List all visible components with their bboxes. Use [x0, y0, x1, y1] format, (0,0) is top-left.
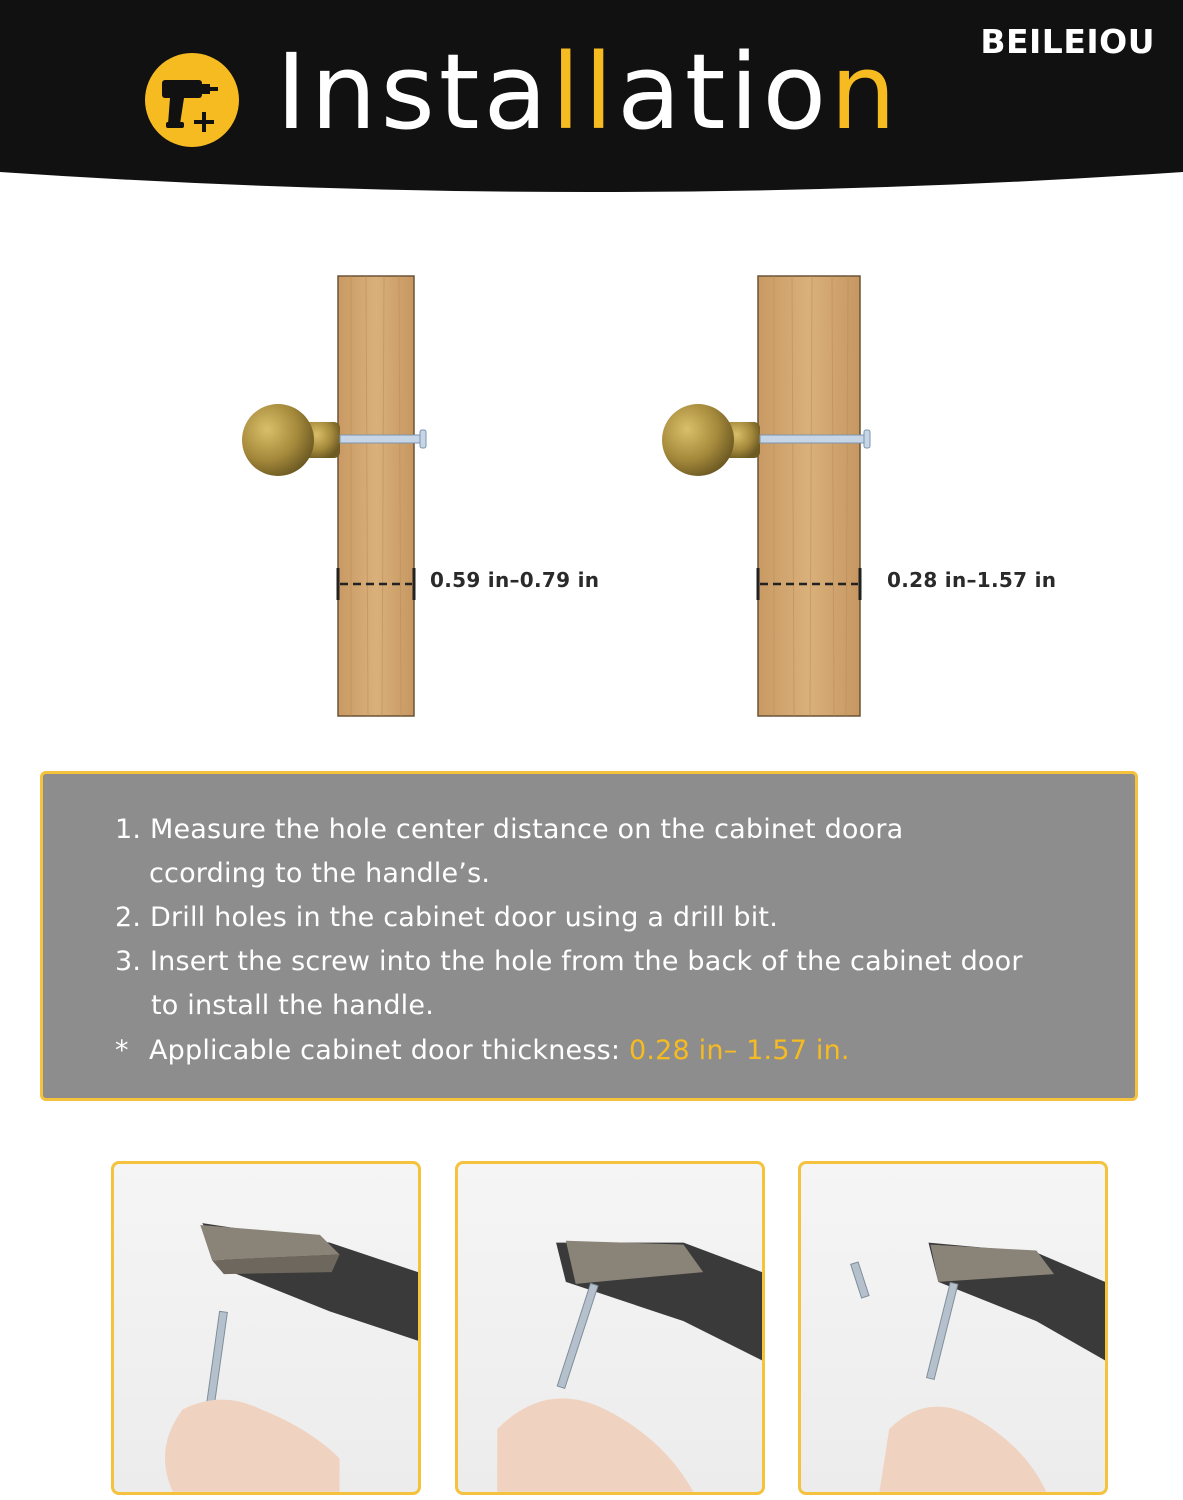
photo-illustration-1 [114, 1164, 418, 1492]
brand-logo: BEILEIOU [980, 22, 1155, 61]
note-value: 0.28 in– 1.57 in. [628, 1035, 850, 1066]
step-2 [115, 900, 778, 936]
knob-on-thick-board-illustration [656, 270, 976, 730]
step-1-line-2: ccording to the handle’s. [149, 858, 491, 889]
photo-illustration-2 [458, 1164, 762, 1492]
step-1-line-1 [115, 812, 903, 848]
title-part-3: atio [617, 31, 831, 153]
step-2-text: Drill holes in the cabinet door using a drill bit. [149, 902, 778, 933]
knob-on-board-illustration [236, 270, 556, 730]
thickness-label-left: 0.59 in–0.79 in [430, 568, 600, 592]
page-title [276, 22, 900, 162]
step-3-line-1 [115, 944, 1023, 980]
photo-pliers-holding-screw [111, 1161, 421, 1495]
title-part-4: n [830, 31, 901, 153]
instructions-panel [40, 771, 1138, 1101]
diagram-left [236, 270, 556, 730]
step-3-line-2: to install the handle. [151, 990, 434, 1021]
photo-pliers-breaking-screw [798, 1161, 1108, 1495]
thickness-label-right: 0.28 in–1.57 in [887, 568, 1057, 592]
title-part-2: ll [551, 31, 618, 153]
note-asterisk: * [115, 1035, 129, 1066]
photo-pliers-gripping-screw [455, 1161, 765, 1495]
title-part-1: Insta [276, 31, 552, 153]
step-3-number: 3. [115, 946, 142, 977]
diagram-right [656, 270, 976, 730]
step-1-text: Measure the hole center distance on the cabinet doora [149, 814, 904, 845]
step-3-text: Insert the screw into the hole from the back of the cabinet door [149, 946, 1023, 977]
note-text: Applicable cabinet door thickness: [149, 1035, 629, 1066]
drill-plus-icon [144, 52, 240, 148]
step-1-number: 1. [115, 814, 142, 845]
photo-illustration-3 [801, 1164, 1105, 1492]
note-line [115, 1033, 850, 1069]
step-2-number: 2. [115, 902, 142, 933]
